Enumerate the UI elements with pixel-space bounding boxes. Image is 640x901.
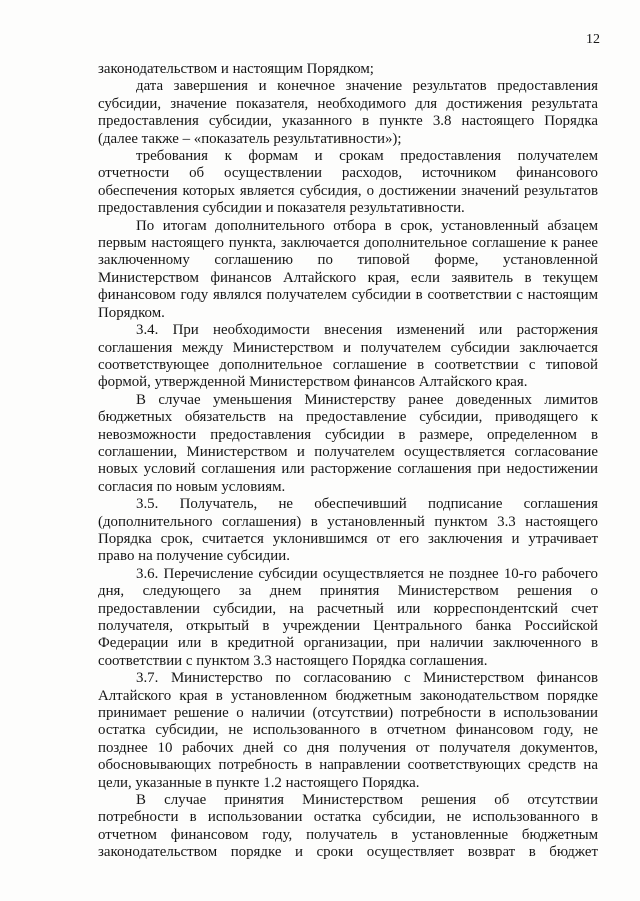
text-line: дата завершения и конечное значение результатов предоставления — [136, 78, 598, 95]
text-line: соглашения между Министерством и получателем субсидии заключается — [98, 339, 598, 356]
text-line: Порядка срок, считается уклонившимся от его заключения и утрачивает — [98, 530, 598, 547]
text-line: согласия по новым условиям. — [98, 478, 286, 495]
text-line: обеспечения которых является субсидия, о достижении значений результатов — [98, 182, 598, 199]
text-line: Алтайского края в установленном бюджетным законодательством порядке — [98, 687, 598, 704]
text-line: Министерством финансов Алтайского края, если заявитель в текущем — [98, 269, 598, 286]
text-line: новых условий соглашения или расторжение соглашения при недостижении — [98, 461, 598, 478]
text-line: отчетности об осуществлении расходов, источником финансового — [98, 165, 598, 182]
text-line: Федерации или в кредитной организации, при наличии заключенного в — [98, 635, 598, 652]
text-line: Порядком. — [98, 304, 165, 321]
text-line: финансовом году являлся получателем субсидии в соответствии с настоящим — [98, 287, 598, 304]
paragraph — [98, 566, 598, 670]
text-line: формой, утвержденной Министерством финансов Алтайского края. — [98, 374, 528, 391]
page-number: 12 — [586, 32, 600, 47]
text-line: потребности в использовании остатка субсидии, не использованного в — [98, 809, 598, 826]
text-line: соответствующее дополнительное соглашение в соответствии с типовой — [98, 356, 598, 373]
paragraph — [98, 78, 598, 148]
text-line: требования к формам и срокам предоставления получателем — [136, 148, 598, 165]
text-line: предоставления субсидии, указанного в пункте 3.8 настоящего Порядка — [98, 113, 598, 130]
text-line: соглашении, Министерством и получателем осуществляется согласование — [98, 443, 598, 460]
text-line: В случае уменьшения Министерству ранее доведенных лимитов — [136, 391, 598, 408]
text-line: дня, следующего за днем принятия Министерством решения о — [98, 583, 598, 600]
text-line: невозможности предоставления субсидии в размере, определенном в — [98, 426, 598, 443]
paragraph — [98, 148, 598, 218]
text-line: субсидии, значение показателя, необходимого для достижения результата — [98, 95, 598, 112]
text-line: В случае принятия Министерством решения об отсутствии — [136, 792, 598, 809]
text-line: (дополнительного соглашения) в установленный пунктом 3.3 настоящего — [98, 513, 598, 530]
text-line: предоставления субсидии и показателя результативности. — [98, 200, 465, 217]
text-line: заключенному соглашению по типовой форме, установленной — [98, 252, 598, 269]
text-line: цели, указанные в пункте 1.2 настоящего Порядка. — [98, 774, 420, 791]
document-body — [98, 61, 598, 862]
text-line: принимает решение о наличии (отсутствии) потребности в использовании — [98, 705, 598, 722]
text-line: 3.7. Министерство по согласованию с Министерством финансов — [136, 670, 598, 687]
text-line: По итогам дополнительного отбора в срок, установленный абзацем — [136, 217, 598, 234]
text-line: 3.4. При необходимости внесения изменений или расторжения — [136, 322, 598, 339]
text-line: позднее 10 рабочих дней со дня получения от получателя документов, — [98, 739, 598, 756]
text-line: предоставлении субсидии, на расчетный или корреспондентский счет — [98, 600, 598, 617]
text-line: бюджетных обязательств на предоставление субсидии, приводящего к — [98, 409, 598, 426]
paragraph — [98, 496, 598, 566]
paragraph — [98, 322, 598, 392]
text-line: 3.6. Перечисление субсидии осуществляется не позднее 10-го рабочего — [136, 565, 598, 582]
text-line: 3.5. Получатель, не обеспечивший подписание соглашения — [136, 496, 598, 513]
text-line: соответствии с пунктом 3.3 настоящего Порядка соглашения. — [98, 652, 488, 669]
text-line: отчетном финансовом году, получатель в установленные бюджетным — [98, 826, 598, 843]
paragraph — [98, 792, 598, 862]
text-line: законодательством порядке и сроки осуществляет возврат в бюджет — [98, 844, 598, 861]
text-line: (далее также – «показатель результативности»); — [98, 130, 402, 147]
text-line: первым настоящего пункта, заключается дополнительное соглашение к ранее — [98, 235, 598, 252]
paragraph — [98, 392, 598, 496]
text-line: обосновывающих потребность в направлении соответствующих средств на — [98, 757, 598, 774]
text-line: остатка субсидии, не использованного в отчетном финансовом году, не — [98, 722, 598, 739]
paragraph — [98, 218, 598, 322]
paragraph — [98, 670, 598, 792]
text-line: право на получение субсидии. — [98, 548, 290, 565]
text-line: получателя, открытый в учреждении Центрального банка Российской — [98, 618, 598, 634]
paragraph — [98, 61, 598, 78]
text-line: законодательством и настоящим Порядком; — [98, 61, 374, 77]
